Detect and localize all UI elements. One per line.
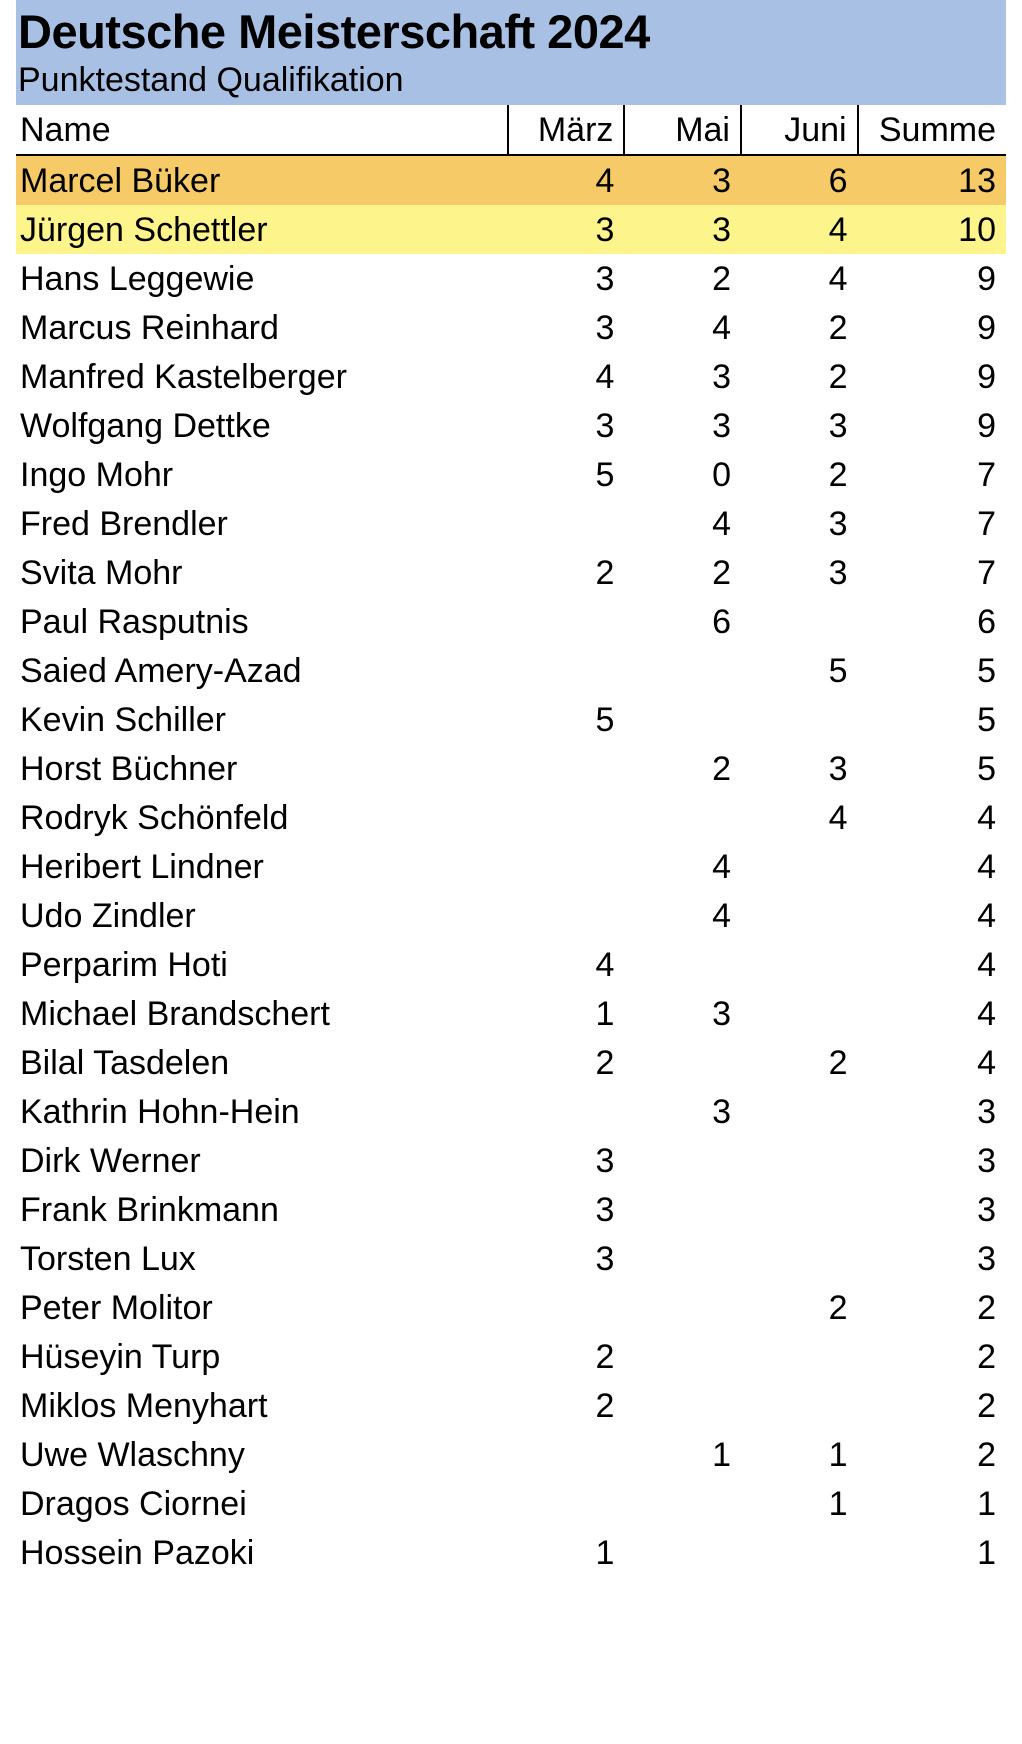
- cell-maerz: 1: [595, 1533, 615, 1572]
- cell-maerz: 3: [595, 1239, 615, 1278]
- cell-player-name: Bilal Tasdelen: [20, 1043, 230, 1082]
- cell-player-name: Ingo Mohr: [20, 455, 174, 494]
- page-title: Deutsche Meisterschaft 2024: [18, 5, 650, 58]
- cell-player-name: Hüseyin Turp: [20, 1337, 221, 1376]
- cell-summe: 2: [977, 1288, 996, 1327]
- cell-player-name: Hans Leggewie: [20, 259, 255, 298]
- cell-maerz: [508, 1283, 625, 1332]
- cell-summe: 6: [977, 602, 996, 641]
- cell-juni: [741, 1087, 858, 1136]
- cell-player-name: Saied Amery-Azad: [20, 651, 302, 690]
- column-header-maerz: März: [508, 105, 625, 155]
- cell-juni: 4: [828, 210, 848, 249]
- table-row: [16, 1479, 1006, 1528]
- table-row: [16, 205, 1006, 254]
- cell-mai: 4: [712, 308, 731, 347]
- cell-juni: [741, 1528, 858, 1577]
- table-row: [16, 1283, 1006, 1332]
- cell-juni: 1: [828, 1435, 848, 1474]
- cell-mai: [624, 1528, 741, 1577]
- table-row: [16, 352, 1006, 401]
- cell-juni: 3: [828, 749, 848, 788]
- cell-mai: [624, 1038, 741, 1087]
- cell-maerz: [508, 597, 625, 646]
- cell-maerz: 3: [595, 210, 615, 249]
- cell-player-name: Rodryk Schönfeld: [20, 798, 289, 837]
- cell-juni: 2: [828, 1043, 848, 1082]
- cell-summe: 2: [977, 1435, 996, 1474]
- table-row: [16, 499, 1006, 548]
- table-row: [16, 1234, 1006, 1283]
- cell-summe: 9: [977, 406, 996, 445]
- cell-juni: 2: [828, 1288, 848, 1327]
- cell-maerz: 3: [595, 259, 615, 298]
- table-row: [16, 1087, 1006, 1136]
- cell-juni: 2: [828, 308, 848, 347]
- cell-summe: 2: [977, 1386, 996, 1425]
- table-header: [16, 105, 1006, 155]
- cell-juni: 3: [828, 504, 848, 543]
- cell-maerz: [508, 1430, 625, 1479]
- cell-player-name: Manfred Kastelberger: [20, 357, 347, 396]
- cell-summe: 7: [977, 553, 996, 592]
- cell-player-name: Kevin Schiller: [20, 700, 226, 739]
- cell-summe: 4: [977, 847, 996, 886]
- table-row: [16, 1185, 1006, 1234]
- cell-mai: [624, 793, 741, 842]
- cell-maerz: [508, 1087, 625, 1136]
- cell-juni: 6: [828, 161, 848, 200]
- page-subtitle: Punktestand Qualifikation: [18, 60, 404, 99]
- cell-summe: 1: [977, 1484, 996, 1523]
- table-row: [16, 155, 1006, 205]
- cell-summe: 3: [977, 1190, 996, 1229]
- column-header-summe: Summe: [858, 105, 1006, 155]
- cell-mai: 1: [712, 1435, 731, 1474]
- cell-summe: 10: [958, 210, 996, 249]
- cell-mai: 3: [712, 1092, 731, 1131]
- cell-player-name: Jürgen Schettler: [20, 210, 268, 249]
- cell-mai: [624, 695, 741, 744]
- column-header-mai: Mai: [624, 105, 741, 155]
- cell-juni: [741, 1185, 858, 1234]
- cell-mai: [624, 1381, 741, 1430]
- cell-mai: 4: [712, 896, 731, 935]
- cell-mai: 2: [712, 553, 731, 592]
- table-row: [16, 1430, 1006, 1479]
- cell-mai: [624, 1283, 741, 1332]
- cell-maerz: 2: [595, 1386, 615, 1425]
- cell-maerz: 4: [595, 357, 615, 396]
- cell-summe: 7: [977, 455, 996, 494]
- cell-player-name: Miklos Menyhart: [20, 1386, 268, 1425]
- cell-player-name: Udo Zindler: [20, 896, 196, 935]
- table-body: [16, 155, 1006, 1577]
- table-row: [16, 548, 1006, 597]
- cell-summe: 13: [958, 161, 996, 200]
- cell-mai: 0: [712, 455, 731, 494]
- table-row: [16, 1038, 1006, 1087]
- title-block: [16, 0, 1006, 105]
- cell-summe: 7: [977, 504, 996, 543]
- cell-player-name: Dragos Ciornei: [20, 1484, 247, 1523]
- column-header-name: Name: [16, 105, 508, 155]
- cell-mai: [624, 940, 741, 989]
- cell-player-name: Peter Molitor: [20, 1288, 213, 1327]
- table-row: [16, 254, 1006, 303]
- cell-mai: [624, 1185, 741, 1234]
- table-row: [16, 891, 1006, 940]
- cell-player-name: Hossein Pazoki: [20, 1533, 255, 1572]
- cell-summe: 9: [977, 357, 996, 396]
- table-header-row: [16, 105, 1006, 155]
- table-row: [16, 1528, 1006, 1577]
- cell-maerz: 3: [595, 308, 615, 347]
- cell-maerz: [508, 744, 625, 793]
- cell-summe: 4: [977, 896, 996, 935]
- table-row: [16, 450, 1006, 499]
- cell-summe: 4: [977, 798, 996, 837]
- cell-juni: 4: [828, 798, 848, 837]
- cell-juni: [741, 989, 858, 1038]
- cell-player-name: Marcus Reinhard: [20, 308, 279, 347]
- cell-mai: [624, 1332, 741, 1381]
- cell-maerz: [508, 499, 625, 548]
- table-row: [16, 401, 1006, 450]
- cell-summe: 3: [977, 1141, 996, 1180]
- cell-summe: 4: [977, 994, 996, 1033]
- cell-player-name: Horst Büchner: [20, 749, 238, 788]
- cell-player-name: Frank Brinkmann: [20, 1190, 279, 1229]
- cell-juni: [741, 1332, 858, 1381]
- cell-maerz: [508, 646, 625, 695]
- table-row: [16, 1136, 1006, 1185]
- cell-summe: 3: [977, 1239, 996, 1278]
- cell-mai: [624, 1479, 741, 1528]
- cell-mai: 3: [712, 357, 731, 396]
- cell-player-name: Marcel Büker: [20, 161, 221, 200]
- cell-player-name: Heribert Lindner: [20, 847, 264, 886]
- cell-maerz: 3: [595, 1141, 615, 1180]
- cell-player-name: Fred Brendler: [20, 504, 228, 543]
- cell-juni: 3: [828, 553, 848, 592]
- table-row: [16, 646, 1006, 695]
- cell-summe: 5: [977, 651, 996, 690]
- cell-maerz: 5: [595, 455, 615, 494]
- table-row: [16, 744, 1006, 793]
- cell-juni: [741, 597, 858, 646]
- table-row: [16, 940, 1006, 989]
- cell-player-name: Svita Mohr: [20, 553, 183, 592]
- cell-juni: [741, 891, 858, 940]
- cell-summe: 5: [977, 749, 996, 788]
- cell-maerz: 4: [595, 945, 615, 984]
- cell-juni: 2: [828, 357, 848, 396]
- cell-mai: [624, 646, 741, 695]
- cell-juni: [741, 1381, 858, 1430]
- cell-summe: 4: [977, 945, 996, 984]
- cell-mai: 3: [712, 406, 731, 445]
- cell-summe: 5: [977, 700, 996, 739]
- cell-juni: 5: [828, 651, 848, 690]
- table-row: [16, 793, 1006, 842]
- cell-mai: 2: [712, 749, 731, 788]
- cell-mai: 3: [712, 994, 731, 1033]
- cell-juni: [741, 1136, 858, 1185]
- cell-player-name: Wolfgang Dettke: [20, 406, 271, 445]
- cell-player-name: Uwe Wlaschny: [20, 1435, 245, 1474]
- cell-maerz: 1: [595, 994, 615, 1033]
- cell-maerz: 2: [595, 1337, 615, 1376]
- table-row: [16, 1381, 1006, 1430]
- cell-juni: 4: [828, 259, 848, 298]
- cell-mai: 3: [712, 161, 731, 200]
- cell-player-name: Dirk Werner: [20, 1141, 201, 1180]
- cell-player-name: Torsten Lux: [20, 1239, 196, 1278]
- cell-maerz: [508, 842, 625, 891]
- cell-mai: 4: [712, 847, 731, 886]
- cell-summe: 1: [977, 1533, 996, 1572]
- cell-maerz: 3: [595, 406, 615, 445]
- cell-mai: 2: [712, 259, 731, 298]
- cell-maerz: 2: [595, 553, 615, 592]
- cell-juni: [741, 695, 858, 744]
- cell-maerz: 3: [595, 1190, 615, 1229]
- cell-juni: 2: [828, 455, 848, 494]
- cell-maerz: 2: [595, 1043, 615, 1082]
- cell-player-name: Kathrin Hohn-Hein: [20, 1092, 300, 1131]
- table-row: [16, 1332, 1006, 1381]
- cell-player-name: Paul Rasputnis: [20, 602, 249, 641]
- column-header-juni: Juni: [741, 105, 858, 155]
- cell-mai: 4: [712, 504, 731, 543]
- cell-summe: 9: [977, 259, 996, 298]
- cell-summe: 3: [977, 1092, 996, 1131]
- cell-mai: 3: [712, 210, 731, 249]
- cell-juni: [741, 842, 858, 891]
- cell-maerz: [508, 891, 625, 940]
- cell-mai: [624, 1136, 741, 1185]
- table-row: [16, 303, 1006, 352]
- cell-juni: [741, 1234, 858, 1283]
- cell-juni: 3: [828, 406, 848, 445]
- cell-summe: 9: [977, 308, 996, 347]
- cell-maerz: 4: [595, 161, 615, 200]
- table-row: [16, 842, 1006, 891]
- table-row: [16, 989, 1006, 1038]
- cell-maerz: 5: [595, 700, 615, 739]
- cell-mai: [624, 1234, 741, 1283]
- cell-player-name: Perparim Hoti: [20, 945, 228, 984]
- cell-summe: 4: [977, 1043, 996, 1082]
- qualification-points-table: [16, 105, 1006, 1577]
- cell-maerz: [508, 793, 625, 842]
- cell-summe: 2: [977, 1337, 996, 1376]
- cell-juni: [741, 940, 858, 989]
- cell-mai: 6: [712, 602, 731, 641]
- cell-maerz: [508, 1479, 625, 1528]
- cell-player-name: Michael Brandschert: [20, 994, 330, 1033]
- table-row: [16, 695, 1006, 744]
- cell-juni: 1: [828, 1484, 848, 1523]
- table-row: [16, 597, 1006, 646]
